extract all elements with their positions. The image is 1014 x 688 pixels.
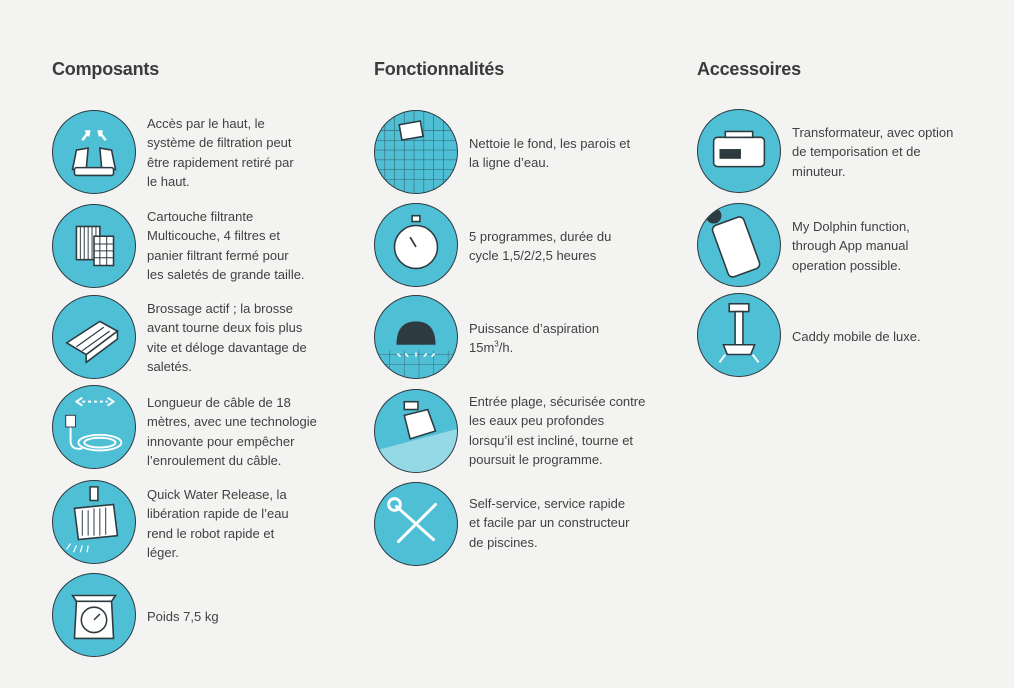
column-title: Accessoires — [697, 59, 801, 79]
top-access-icon — [52, 110, 136, 194]
feature-text: 5 programmes, durée du cycle 1,5/2/2,5 heures — [469, 229, 612, 264]
suction-unit: /h. — [498, 340, 514, 356]
stopwatch-icon — [374, 203, 458, 287]
feature-item — [52, 480, 342, 566]
feature-text: Nettoie le fond, les parois et la ligne d’eau. — [469, 136, 631, 171]
feature-item — [52, 204, 342, 290]
feature-text: Longueur de câble de 18 mètres, avec une technologie innovante pour empêcher l’enroulement du câble. — [147, 395, 317, 468]
suction-text: Puissance d’aspiration 15m — [469, 321, 600, 356]
tools-icon — [374, 482, 458, 566]
feature-text: Accès par le haut, le système de filtration peut être rapidement retiré par le haut. — [147, 116, 294, 189]
feature-item — [374, 482, 664, 568]
feature-item — [374, 389, 664, 475]
feature-text: Poids 7,5 kg — [147, 609, 219, 624]
feature-item — [697, 109, 987, 195]
feature-text: Caddy mobile de luxe. — [792, 329, 921, 344]
feature-text: My Dolphin function, through App manual operation possible. — [792, 219, 910, 273]
brush-icon — [52, 295, 136, 379]
smartphone-app-icon — [697, 203, 781, 287]
pool-clean-icon — [374, 110, 458, 194]
feature-item — [374, 203, 664, 289]
feature-item — [374, 110, 664, 196]
feature-text — [469, 319, 599, 358]
feature-item — [52, 573, 342, 659]
scale-icon — [52, 573, 136, 657]
feature-item — [52, 385, 342, 471]
transformer-icon — [697, 109, 781, 193]
feature-item — [374, 295, 664, 381]
feature-text: Quick Water Release, la libération rapide de l’eau rend le robot rapide et léger. — [147, 487, 289, 560]
feature-item — [52, 295, 342, 381]
feature-item — [697, 293, 987, 379]
column-title: Composants — [52, 59, 160, 79]
feature-text: Self-service, service rapide et facile par un constructeur de piscines. — [469, 496, 630, 550]
feature-text: Brossage actif ; la brosse avant tourne deux fois plus vite et déloge davantage de saletés. — [147, 301, 307, 374]
feature-item — [697, 203, 987, 289]
suction-icon — [374, 295, 458, 379]
feature-item — [52, 110, 342, 196]
feature-text: Cartouche filtrante Multicouche, 4 filtres et panier filtrant fermé pour les saletés de grande taille. — [147, 209, 305, 282]
caddy-icon — [697, 293, 781, 377]
beach-entry-icon — [374, 389, 458, 473]
water-release-icon — [52, 480, 136, 564]
superscript: 3 — [494, 339, 499, 349]
feature-text: Transformateur, avec option de temporisation et de minuteur. — [792, 125, 954, 179]
cable-icon — [52, 385, 136, 469]
feature-text: Entrée plage, sécurisée contre les eaux peu profondes lorsqu’il est incliné, tourne et poursuit le programme. — [469, 394, 646, 467]
column-title: Fonctionnalités — [374, 59, 505, 79]
filter-cartridge-icon — [52, 204, 136, 288]
